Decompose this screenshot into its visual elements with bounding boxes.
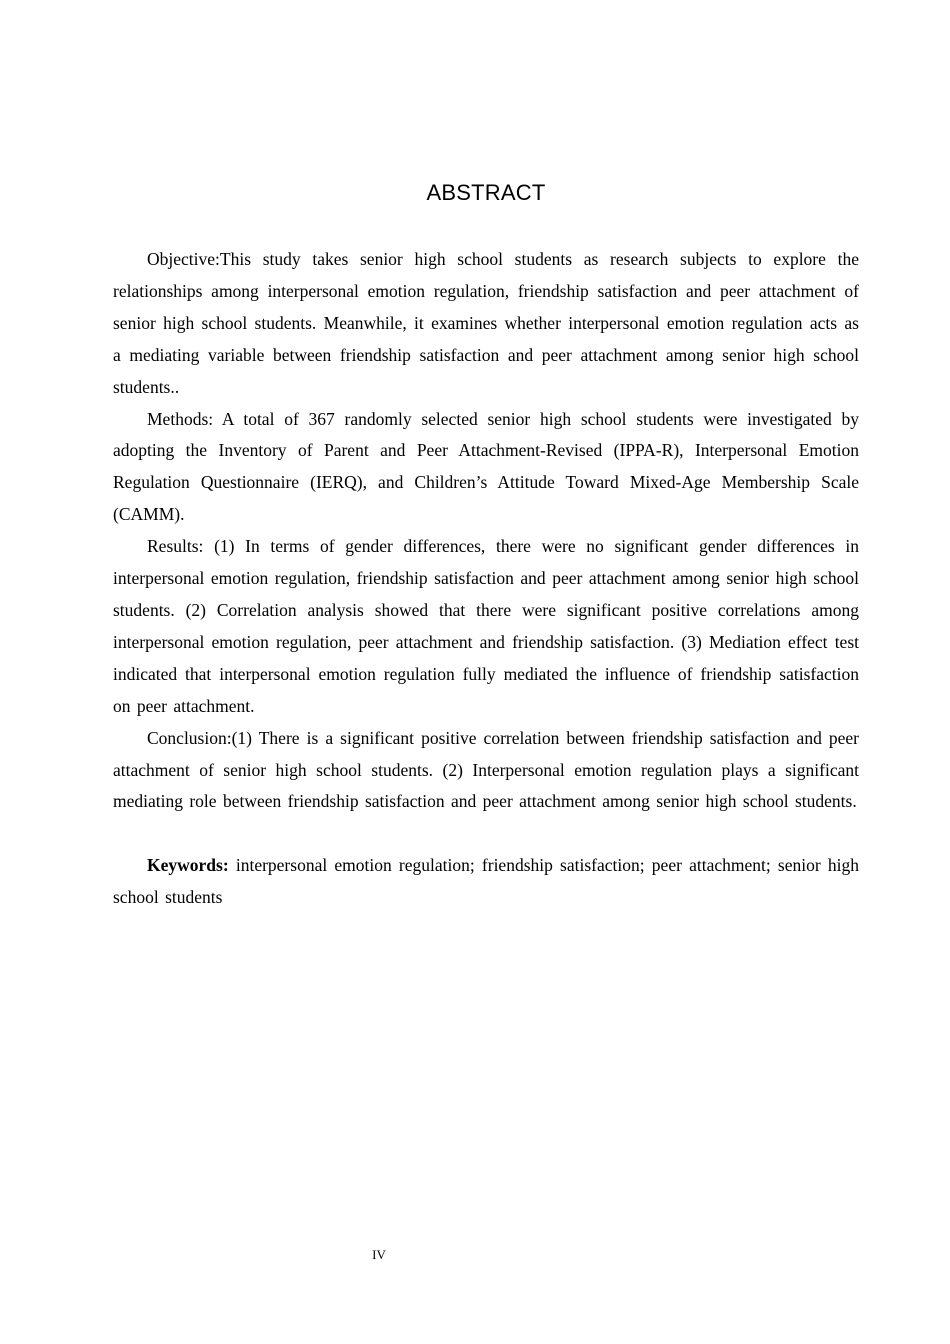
keywords-paragraph <box>113 850 859 914</box>
abstract-body <box>113 244 859 914</box>
conclusion-paragraph: Conclusion:(1) There is a significant positive correlation between friendship satisfaction and peer attachment of senior high school students. (2) Interpersonal emotion regulation plays a significant mediating role between friendship satisfaction and peer attachment among senior high school students. <box>113 727 859 812</box>
page-number: IV <box>372 1247 386 1262</box>
keywords-label: Keywords: <box>147 855 229 876</box>
keywords-text: interpersonal emotion regulation; friendship satisfaction; peer attachment; senior high school students <box>113 855 859 908</box>
methods-paragraph: Methods: A total of 367 randomly selected senior high school students were investigated by adopting the Inventory of Parent and Peer Attachment-Revised (IPPA-R), Interpersonal Emotion Regulation Questionnaire (IERQ), and Children’s Attitude Toward Mixed-Age Membership Scale (CAMM). <box>113 408 859 525</box>
objective-paragraph: Objective:This study takes senior high school students as research subjects to explore the relationships among interpersonal emotion regulation, friendship satisfaction and peer attachment of senior high school students. Meanwhile, it examines whether interpersonal emotion regulation acts as a mediating variable between friendship satisfaction and peer attachment among senior high school students.. <box>113 249 859 397</box>
results-paragraph: Results: (1) In terms of gender differences, there were no significant gender differences in interpersonal emotion regulation, friendship satisfaction and peer attachment among senior high school students. (2) Correlation analysis showed that there were significant positive correlations among interpersonal emotion regulation, peer attachment and friendship satisfaction. (3) Mediation effect test indicated that interpersonal emotion regulation fully mediated the influence of friendship satisfaction on peer attachment. <box>113 536 859 716</box>
page-title: ABSTRACT <box>426 180 546 205</box>
